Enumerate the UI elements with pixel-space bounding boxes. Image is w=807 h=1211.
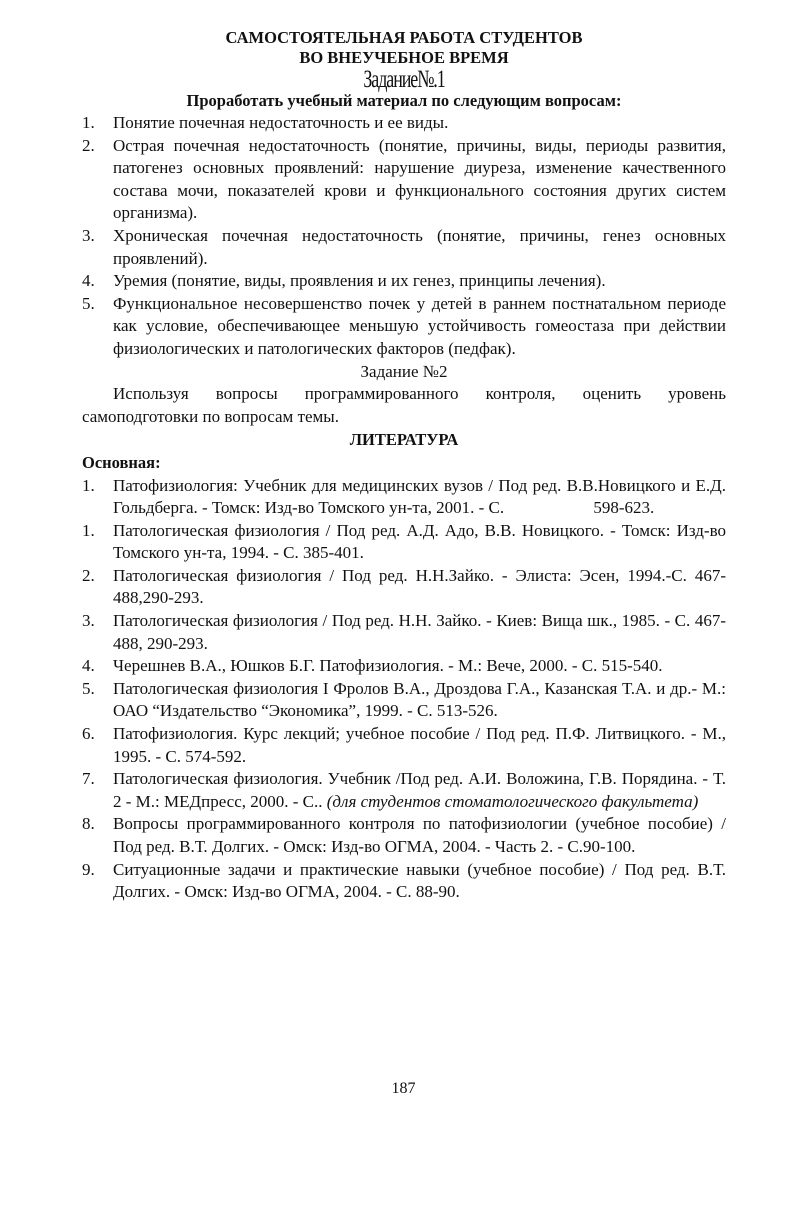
question-item: [82, 293, 726, 361]
literature-heading: ЛИТЕРАТУРА: [349, 430, 459, 450]
literature-item: [82, 565, 726, 610]
question-number: 5.: [82, 293, 95, 313]
page-title-line-1: САМОСТОЯТЕЛЬНАЯ РАБОТА СТУДЕНТОВ: [225, 28, 583, 47]
literature-number: 7.: [82, 769, 95, 789]
literature-subheading: Основная:: [82, 452, 161, 472]
literature-item: [82, 655, 726, 678]
literature-text: Патологическая физиология. Учебник /Под ред. А.И. Воложина, Г.В. Порядина. - Т. 2 - М.: МЕДпресс, 2000. - С..: [113, 769, 726, 811]
literature-item: [82, 610, 726, 655]
question-item: [82, 270, 726, 293]
literature-item: [82, 678, 726, 723]
literature-number: 1.: [82, 520, 95, 540]
question-list: [82, 112, 726, 361]
literature-number: 3.: [82, 611, 95, 631]
question-text: Острая почечная недостаточность (понятие, причины, виды, периоды развития, патогенез основных проявлений: нарушение диуреза, изменение качественного состава мочи, показателей крови и функционального состояния других систем организма).: [113, 135, 726, 223]
literature-text: Вопросы программированного контроля по патофизиологии (учебное пособие) / Под ред. В.Т. Долгих. - Омск: Изд-во ОГМА, 2004. - Часть 2. - С.90-100.: [113, 814, 726, 856]
task-1-instruction: Проработать учебный материал по следующим вопросам:: [186, 91, 622, 110]
page-content: [82, 28, 731, 904]
literature-item: [82, 859, 726, 904]
literature-text: Черешнев В.А., Юшков Б.Г. Патофизиология. - М.: Вече, 2000. - С. 515-540.: [113, 656, 663, 676]
literature-number: 6.: [82, 724, 95, 744]
question-text: Понятие почечная недостаточность и ее виды.: [113, 113, 449, 132]
question-item: [82, 225, 726, 270]
page-title-line-2: ВО ВНЕУЧЕБНОЕ ВРЕМЯ: [299, 48, 509, 67]
literature-italic-note: (для студентов стоматологического факультета): [326, 791, 699, 811]
literature-number: 4.: [82, 656, 95, 676]
question-item: [82, 135, 726, 225]
literature-text: Патофизиология. Курс лекций; учебное пособие / Под ред. П.Ф. Литвицкого. - М., 1995. - С. 574-592.: [113, 724, 726, 766]
question-text: Хроническая почечная недостаточность (понятие, причины, генез основных проявлений).: [113, 225, 726, 268]
literature-item: [82, 475, 731, 520]
literature-item: [82, 768, 726, 813]
literature-number: 1.: [82, 475, 95, 495]
question-number: 3.: [82, 225, 95, 245]
question-number: 1.: [82, 113, 95, 132]
literature-item: [82, 723, 726, 768]
literature-text: Патологическая физиология I Фролов В.А., Дроздова Г.А., Казанская Т.А. и др.- М.: ОАО “Издательство “Экономика”, 1999. - С. 513-526.: [113, 678, 726, 721]
literature-number: 2.: [82, 565, 95, 585]
question-item: [82, 112, 726, 135]
question-text: Функциональное несовершенство почек у детей в раннем постнатальном периоде как условие, обеспечивающее меньшую устойчивость гомеостаза при действии физиологических и патологических факторов (педфак).: [113, 293, 726, 358]
literature-list: [82, 475, 731, 904]
literature-item: [82, 813, 726, 858]
literature-number: 8.: [82, 814, 95, 834]
literature-number: 5.: [82, 678, 95, 698]
literature-text: Патологическая физиология / Под ред. А.Д. Адо, В.В. Новицкого. - Томск: Изд-во Томского ун-та, 1994. - С. 385-401.: [113, 520, 726, 563]
page-number: 187: [391, 1080, 416, 1097]
literature-text: Патологическая физиология / Под ред. Н.Н. Зайко. - Киев: Вища шк., 1985. - С. 467-488, 290-293.: [113, 611, 726, 653]
literature-text: Патологическая физиология / Под ред. Н.Н.Зайко. - Элиста: Эсен, 1994.-С. 467-488,290-293.: [113, 565, 726, 608]
question-number: 2.: [82, 135, 95, 155]
question-number: 4.: [82, 271, 95, 291]
literature-number: 9.: [82, 859, 95, 879]
literature-item: [82, 520, 726, 565]
task-1-label: Задание№.1: [363, 66, 445, 93]
task-2-label: Задание №2: [360, 361, 448, 381]
task-2-text: Используя вопросы программированного контроля, оценить уровень самоподготовки по вопросам темы.: [82, 384, 726, 426]
literature-text: Патофизиология: Учебник для медицинских вузов / Под ред. В.В.Новицкого и Е.Д. Гольдберга. - Томск: Изд-во Томского ун-та, 2001. - С. 598-623.: [113, 475, 731, 518]
literature-text: Ситуационные задачи и практические навыки (учебное пособие) / Под ред. В.Т. Долгих. - Омск: Изд-во ОГМА, 2004. - С. 88-90.: [113, 859, 726, 902]
question-text: Уремия (понятие, виды, проявления и их генез, принципы лечения).: [113, 271, 606, 291]
